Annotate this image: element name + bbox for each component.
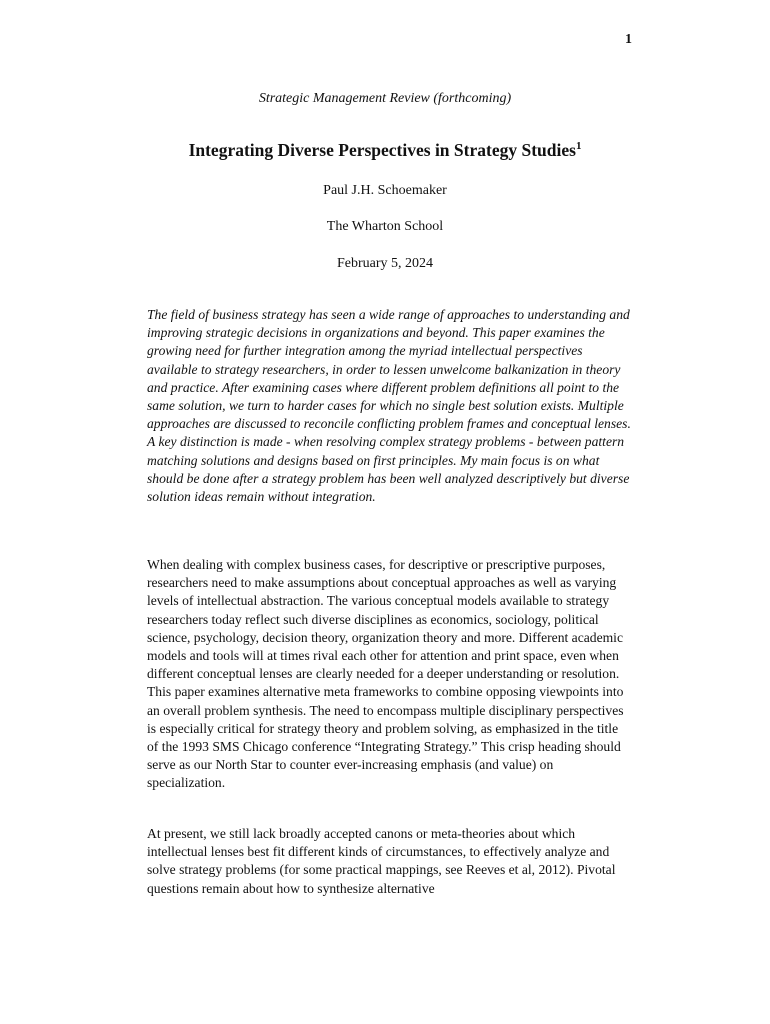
page-number: 1 [625, 32, 632, 47]
paper-title [0, 140, 770, 161]
paper-date: February 5, 2024 [336, 256, 434, 271]
paper-title-text: Integrating Diverse Perspectives in Strategy Studies [188, 140, 576, 160]
journal-line: Strategic Management Review (forthcoming) [258, 91, 512, 106]
body-paragraph-2: At present, we still lack broadly accepted canons or meta-theories about which intellectual lenses best fit different kinds of circumstances, to effectively analyze and solve strategy problems (for some practical mappings, see Reeves et al, 2012). Pivotal questions remain about how to synthesize alternative [147, 826, 616, 896]
body-paragraph-1: When dealing with complex business cases, for descriptive or prescriptive purposes, researchers need to make assumptions about conceptual approaches as well as varying levels of intellectual abstraction. The various conceptual models available to strategy researchers today reflect such diverse disciplines as economics, sociology, political science, psychology, decision theory, organization theory and more. Different academic models and tools will at times rival each other for attention and print space, even when different conceptual lenses are clearly needed for a deeper understanding or resolution. This paper examines alternative meta frameworks to combine opposing viewpoints into an overall problem synthesis. The need to encompass multiple disciplinary perspectives is especially critical for strategy theory and problem solving, as emphasized in the title of the 1993 SMS Chicago conference “Integrating Strategy.” This crisp heading should serve as our North Star to counter ever-increasing emphasis (and value) on specialization. [147, 557, 624, 791]
title-footnote-marker: 1 [575, 140, 582, 152]
abstract: The field of business strategy has seen a wide range of approaches to understanding and improving strategic decisions in organizations and beyond. This paper examines the growing need for further integration among the myriad intellectual perspectives available to strategy researchers, in order to lessen unwelcome balkanization in theory and practice. After examining cases where different problem definitions all point to the same solution, we turn to harder cases for which no single best solution exists. Multiple approaches are discussed to reconcile conflicting problem frames and conceptual lenses. A key distinction is made - when resolving complex strategy problems - between pattern matching solutions and designs based on first principles. My main focus is on what should be done after a strategy problem has been well analyzed descriptively but diverse solution ideas remain without integration. [147, 307, 631, 505]
author-affiliation: The Wharton School [326, 219, 444, 234]
author-name: Paul J.H. Schoemaker [323, 183, 447, 198]
